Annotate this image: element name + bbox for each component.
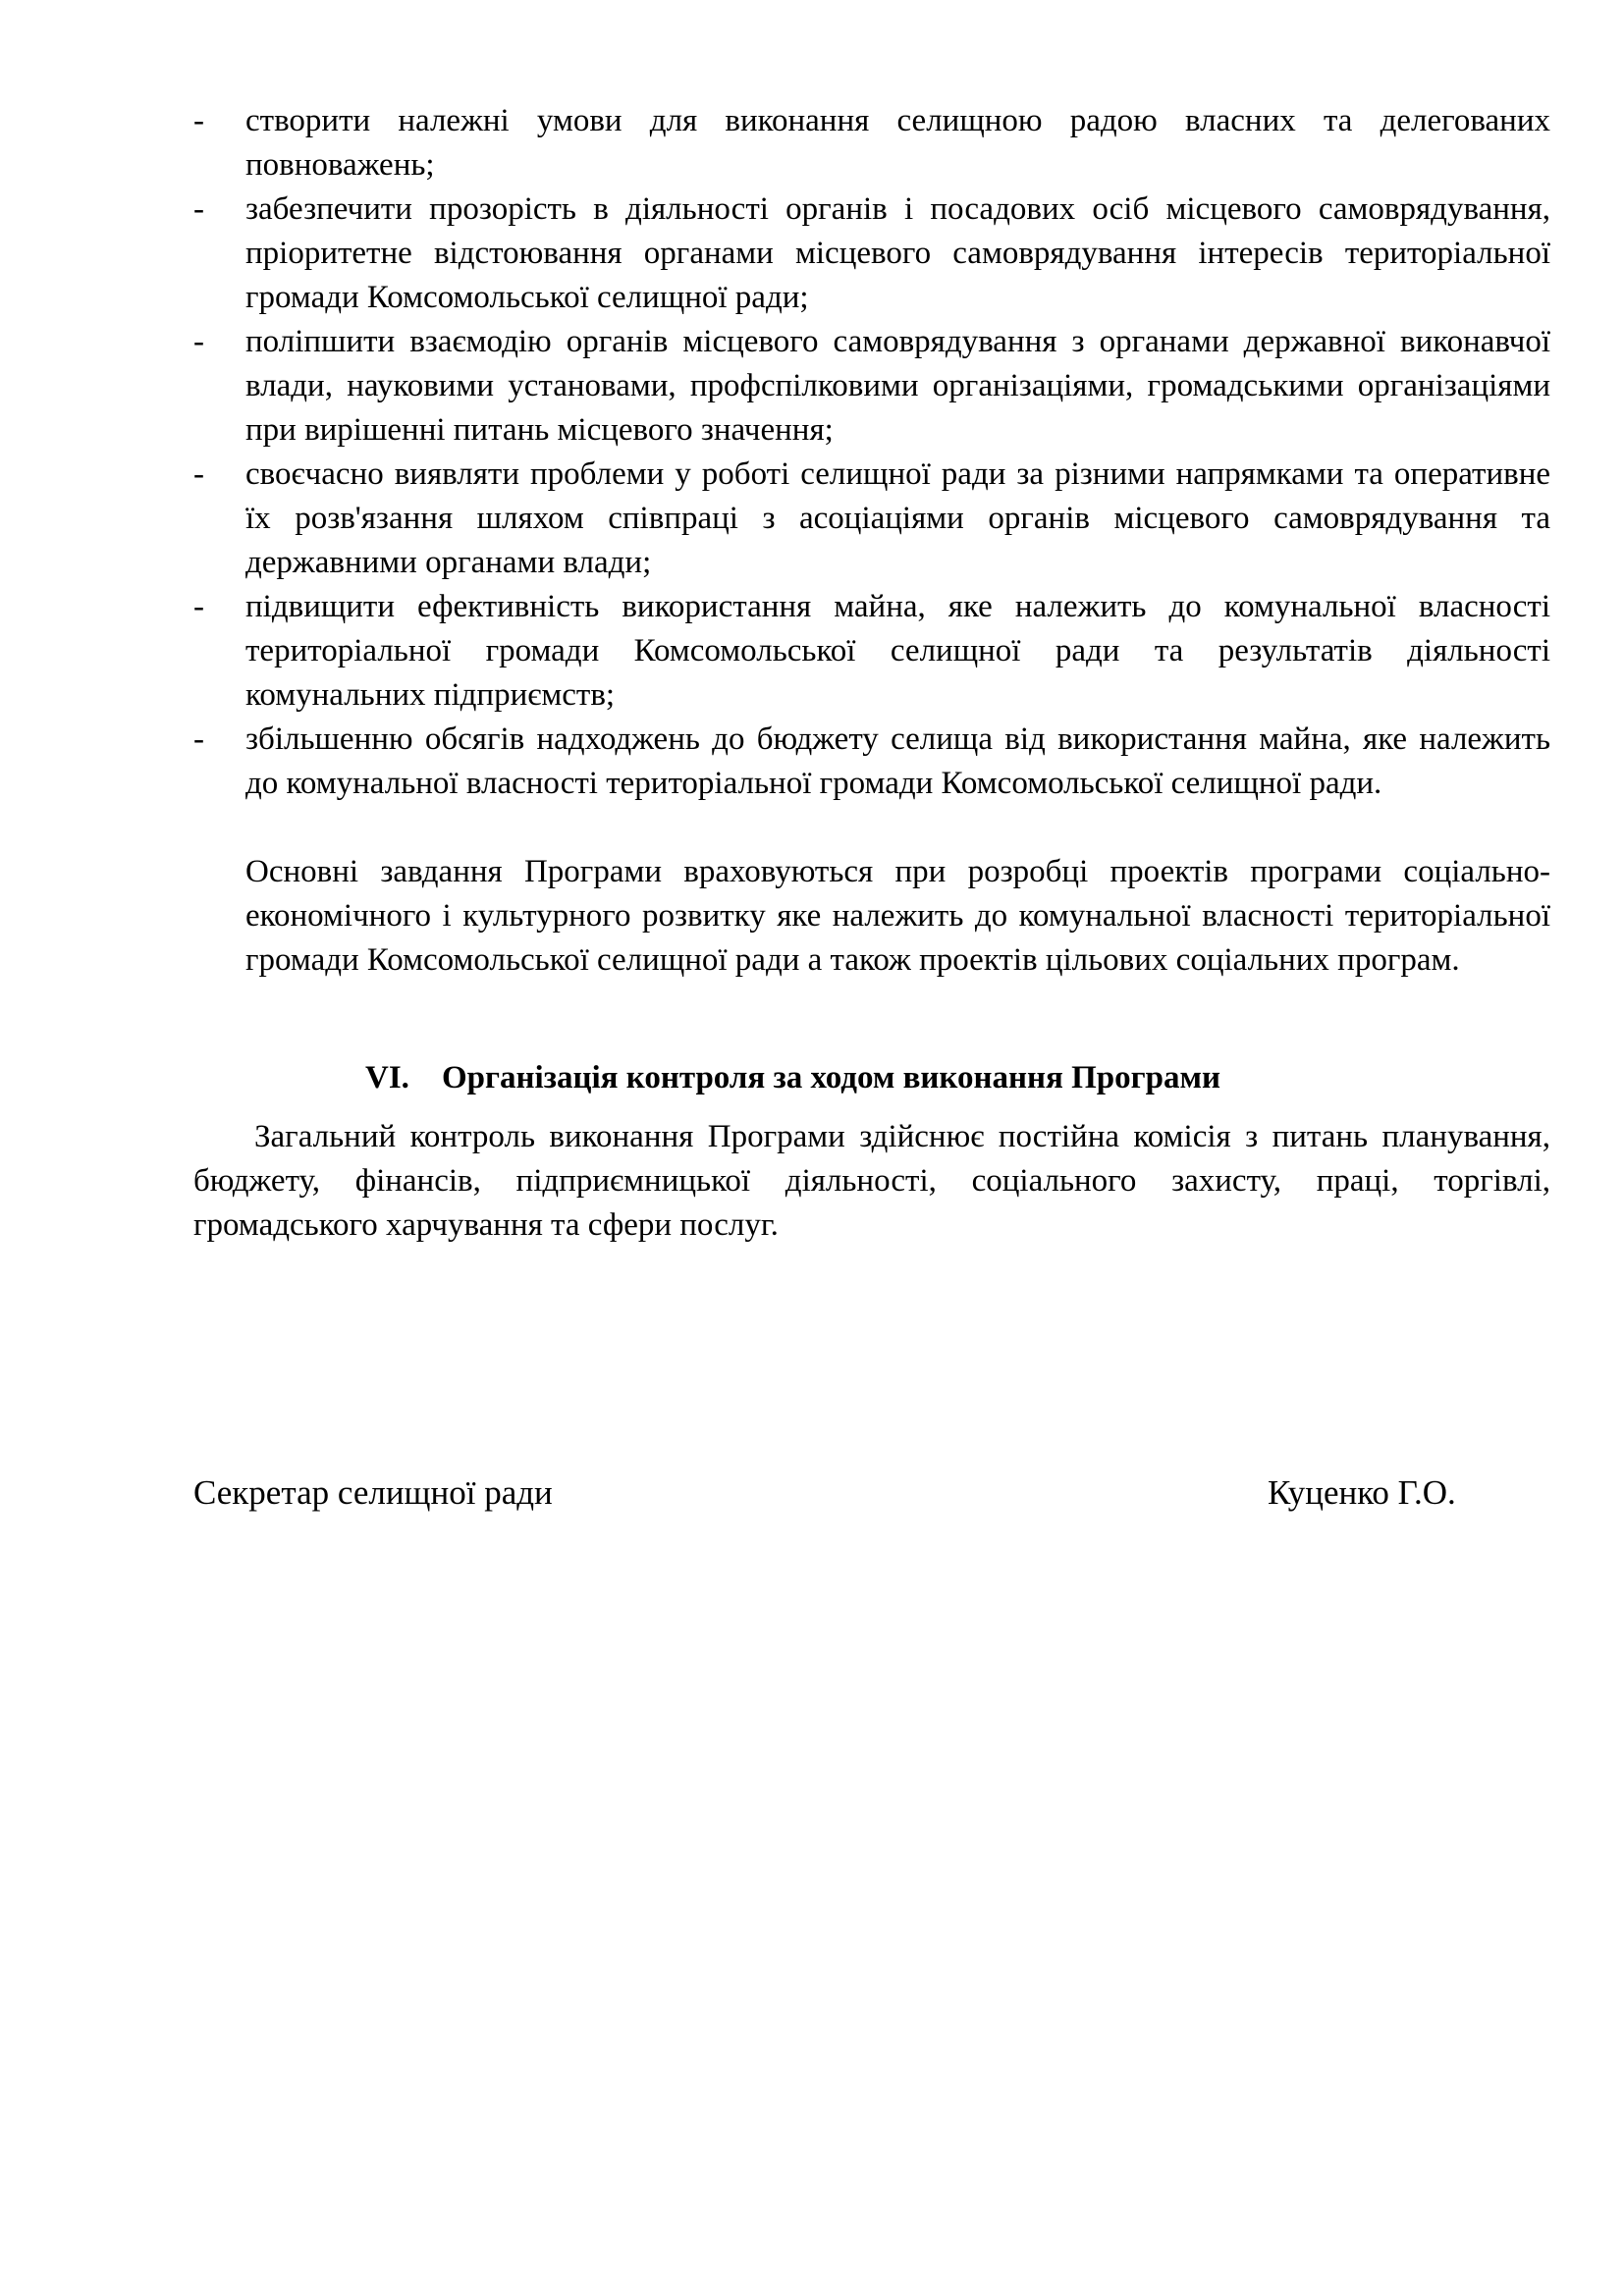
- list-item-text: підвищити ефективність використання майна, яке належить до комунальної власності територіальної громади Комсомольської селищної ради та результатів діяльності комунальних підприємств;: [245, 589, 1550, 713]
- section-title: Організація контроля за ходом виконання Програми: [442, 1060, 1220, 1095]
- list-dash: -: [193, 103, 204, 138]
- list-item: [193, 99, 1550, 187]
- list-item-text: своєчасно виявляти проблеми у роботі селищної ради за різними напрямками та оперативне їх розв'язання шляхом співпраці з асоціаціями органів місцевого самоврядування та державними органами влади;: [245, 456, 1550, 580]
- section-heading: [365, 1056, 1220, 1100]
- list-item-text: поліпшити взаємодію органів місцевого самоврядування з органами державної виконавчої влади, науковими установами, профспілковими організаціями, громадськими організаціями при вирішенні питань місцевого значення;: [245, 324, 1550, 448]
- list-item: [193, 718, 1550, 806]
- signature-position: Секретар селищної ради: [193, 1473, 553, 1512]
- list-item-text: забезпечити прозорість в діяльності органів і посадових осіб місцевого самоврядування, пріоритетне відстоювання органами місцевого самоврядування інтересів територіальної громади Комсомольської селищної ради;: [245, 191, 1550, 315]
- list-dash: -: [193, 324, 204, 359]
- list-dash: -: [193, 456, 204, 492]
- list-dash: -: [193, 589, 204, 624]
- list-dash: -: [193, 191, 204, 227]
- list-item: [193, 320, 1550, 453]
- list-item: [193, 453, 1550, 585]
- tasks-paragraph: Основні завдання Програми враховуються при розробці проектів програми соціально-економічного і культурного розвитку яке належить до комунальної власності територіальної громади Комсомольської селищної ради а також проектів цільових соціальних програм.: [245, 854, 1550, 978]
- tasks-list: [193, 99, 1550, 806]
- signature-name: Куценко Г.О.: [1268, 1473, 1456, 1512]
- list-item: [193, 187, 1550, 320]
- list-item-text: збільшенню обсягів надходжень до бюджету селища від використання майна, яке належить до комунальної власності територіальної громади Комсомольської селищної ради.: [245, 721, 1550, 801]
- list-item: [193, 585, 1550, 718]
- list-dash: -: [193, 721, 204, 757]
- section-number: VI.: [365, 1060, 409, 1095]
- control-paragraph: Загальний контроль виконання Програми здійснює постійна комісія з питань планування, бюджету, фінансів, підприємницької діяльності, соціального захисту, праці, торгівлі, громадського харчування та сфери послуг.: [193, 1119, 1550, 1243]
- list-item-text: створити належні умови для виконання селищною радою власних та делегованих повноважень;: [245, 103, 1550, 183]
